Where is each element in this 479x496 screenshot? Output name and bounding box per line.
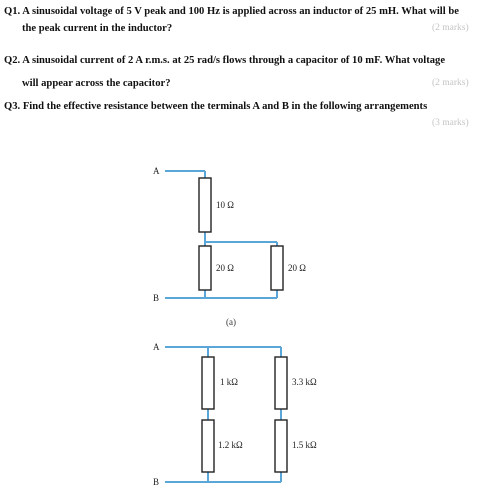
circuit-b-resistor-bottom-left [202,420,214,472]
circuit-b-label-top-right: 3.3 kΩ [292,377,317,387]
circuit-b-terminal-a: A [153,342,160,352]
circuit-a-resistor-top [199,178,211,232]
circuit-b-terminal-b: B [153,477,160,487]
circuit-a-terminal-a: A [153,166,160,176]
circuit-a-caption: (a) [226,317,236,327]
circuit-b-resistor-top-left [202,357,214,409]
circuit-b [153,342,317,487]
question-2-line1: Q2. A sinusoidal current of 2 A r.m.s. at 25 rad/s flows through a capacitor of 10 mF. What voltage [4,55,446,66]
question-1-line2: the peak current in the inductor? [22,23,173,34]
question-1-marks: (2 marks) [432,23,469,33]
circuit-a-label-left: 20 Ω [216,263,234,273]
circuit-b-label-bottom-left: 1.2 kΩ [218,440,243,450]
circuit-b-label-top-left: 1 kΩ [220,377,238,387]
circuit-b-resistor-top-right [275,357,287,409]
question-3-line1: Q3. Find the effective resistance between the terminals A and B in the following arrangements [4,101,428,112]
circuit-b-resistor-bottom-right [275,420,287,472]
circuit-a-label-right: 20 Ω [288,263,306,273]
question-2-marks: (2 marks) [432,78,469,88]
circuit-a-terminal-b: B [153,293,160,303]
question-2-line2: will appear across the capacitor? [22,78,171,89]
circuit-a-label-top: 10 Ω [216,200,234,210]
circuit-a [153,166,306,327]
circuit-b-label-bottom-right: 1.5 kΩ [292,440,317,450]
question-1-line1: Q1. A sinusoidal voltage of 5 V peak and 100 Hz is applied across an inductor of 25 mH. What will be [4,6,459,17]
circuit-a-resistor-right [271,246,283,290]
circuit-a-resistor-left [199,246,211,290]
question-3-marks: (3 marks) [432,118,469,128]
